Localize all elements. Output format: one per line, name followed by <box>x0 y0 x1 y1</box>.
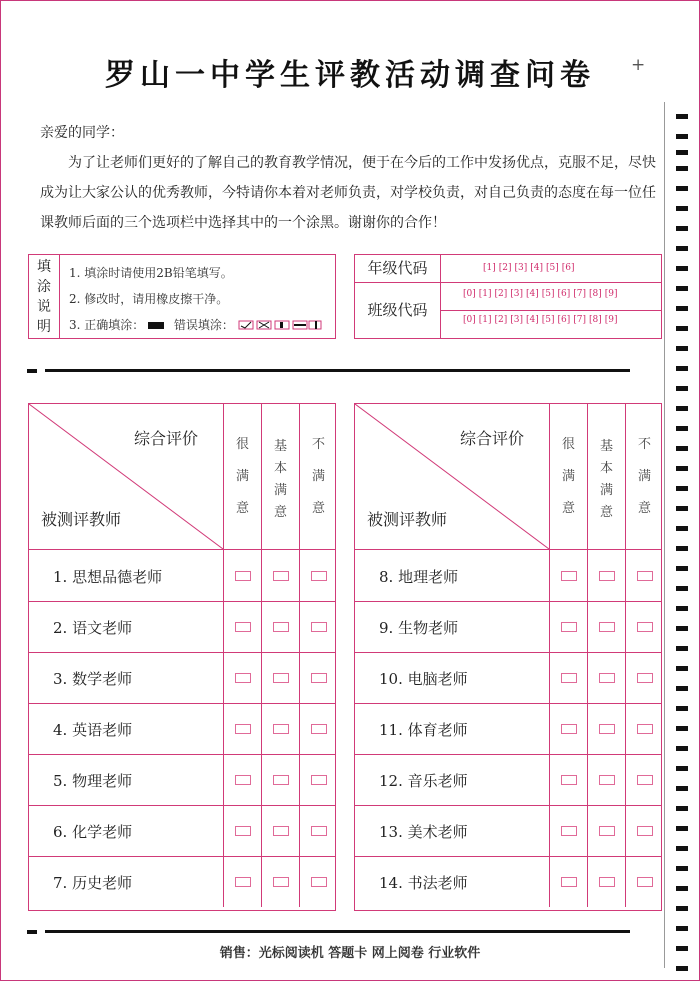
basically-satisfied-bubble[interactable] <box>599 877 615 887</box>
rating-cell <box>299 856 337 907</box>
col-dissatisfied-label: 不满意 <box>311 437 325 516</box>
timing-mark <box>676 466 688 471</box>
very-satisfied-bubble[interactable] <box>561 826 577 836</box>
basically-satisfied-bubble[interactable] <box>599 775 615 785</box>
timing-mark <box>676 246 688 251</box>
very-satisfied-bubble[interactable] <box>561 571 577 581</box>
rating-cell <box>549 805 587 856</box>
timing-mark <box>676 286 688 291</box>
rating-cell <box>261 703 299 754</box>
code-box <box>354 254 662 339</box>
dissatisfied-bubble[interactable] <box>637 775 653 785</box>
timing-mark <box>676 306 688 311</box>
very-satisfied-bubble[interactable] <box>235 622 251 632</box>
code-bubble[interactable]: [9] <box>604 315 618 325</box>
rating-cell <box>261 601 299 652</box>
very-satisfied-bubble[interactable] <box>235 877 251 887</box>
teacher-name: 11. 体育老师 <box>379 721 468 739</box>
timing-mark <box>676 906 688 911</box>
rating-cell <box>549 856 587 907</box>
timing-mark <box>27 369 37 373</box>
rating-cell <box>625 856 663 907</box>
table-row <box>355 652 661 704</box>
teacher-name: 12. 音乐老师 <box>379 772 468 790</box>
rating-cell <box>261 754 299 805</box>
rating-cell <box>223 805 261 856</box>
code-bubble[interactable]: [2] <box>494 315 508 325</box>
basically-satisfied-bubble[interactable] <box>273 826 289 836</box>
code-bubble[interactable]: [1] <box>483 263 496 273</box>
page-title: 罗山一中学生评教活动调查问卷 <box>105 58 595 93</box>
rating-header: 综合评价 <box>460 429 525 448</box>
very-satisfied-bubble[interactable] <box>235 826 251 836</box>
timing-mark <box>676 726 688 731</box>
very-satisfied-bubble[interactable] <box>561 724 577 734</box>
timing-mark <box>676 706 688 711</box>
timing-mark <box>676 366 688 371</box>
col-basically-satisfied-label: 基本满意 <box>599 439 613 520</box>
code-bubble[interactable]: [4] <box>526 315 539 325</box>
code-bubble[interactable]: [3] <box>514 263 528 273</box>
code-bubble[interactable]: [7] <box>573 315 586 325</box>
timing-mark <box>676 386 688 391</box>
timing-mark <box>676 150 688 155</box>
table-header <box>29 404 335 550</box>
rating-cell <box>299 703 337 754</box>
col-basically-satisfied <box>261 404 299 549</box>
teacher-name: 1. 思想品德老师 <box>53 568 163 586</box>
dissatisfied-bubble[interactable] <box>311 622 327 632</box>
basically-satisfied-bubble[interactable] <box>599 622 615 632</box>
code-bubble[interactable]: [4] <box>526 289 539 299</box>
rating-cell <box>587 805 625 856</box>
code-bubble[interactable]: [3] <box>510 315 523 325</box>
teacher-header: 被测评教师 <box>41 510 122 529</box>
timing-mark <box>676 926 688 931</box>
rating-cell <box>549 754 587 805</box>
rating-cell <box>625 652 663 703</box>
rating-cell <box>299 754 337 805</box>
dissatisfied-bubble[interactable] <box>311 877 327 887</box>
dissatisfied-bubble[interactable] <box>637 826 653 836</box>
rating-cell <box>261 652 299 703</box>
basically-satisfied-bubble[interactable] <box>599 724 615 734</box>
rating-cell <box>549 652 587 703</box>
teacher-name: 14. 书法老师 <box>379 874 468 892</box>
code-bubble[interactable]: [6] <box>557 315 571 325</box>
table-row <box>355 805 661 857</box>
dissatisfied-bubble[interactable] <box>637 877 653 887</box>
table-row <box>355 703 661 755</box>
rating-cell <box>223 601 261 652</box>
dissatisfied-bubble[interactable] <box>311 673 327 683</box>
intro-text <box>40 118 660 238</box>
timing-mark <box>676 586 688 591</box>
table-row <box>29 703 335 755</box>
timing-mark <box>676 446 688 451</box>
teacher-name: 4. 英语老师 <box>53 721 133 739</box>
grade-code-row <box>355 255 661 283</box>
fill-instructions-label-text: 填涂说明 <box>37 258 51 335</box>
code-bubble[interactable]: [0] <box>463 289 476 299</box>
code-bubble[interactable]: [2] <box>494 289 508 299</box>
dissatisfied-bubble[interactable] <box>311 571 327 581</box>
timing-mark <box>676 166 688 171</box>
timing-mark <box>27 930 37 934</box>
rating-cell <box>587 856 625 907</box>
timing-mark <box>676 186 688 191</box>
rating-cell <box>625 754 663 805</box>
timing-mark <box>676 326 688 331</box>
timing-mark <box>676 114 688 119</box>
timing-mark <box>676 426 688 431</box>
rating-cell <box>299 550 337 601</box>
very-satisfied-bubble[interactable] <box>235 724 251 734</box>
rating-cell <box>261 550 299 601</box>
col-very-satisfied <box>549 404 587 549</box>
code-bubble[interactable]: [7] <box>573 289 586 299</box>
fill-instructions-box <box>28 254 336 339</box>
code-bubble[interactable]: [8] <box>589 315 602 325</box>
basically-satisfied-bubble[interactable] <box>273 673 289 683</box>
instruction-2: 2. 修改时，请用橡皮擦干净。 <box>69 292 229 306</box>
teacher-name: 3. 数学老师 <box>53 670 133 688</box>
timing-mark <box>676 526 688 531</box>
code-bubble[interactable]: [0] <box>463 315 476 325</box>
timing-mark <box>676 566 688 571</box>
dissatisfied-bubble[interactable] <box>311 724 327 734</box>
rating-cell <box>299 601 337 652</box>
rating-cell <box>223 550 261 601</box>
timing-mark <box>676 226 688 231</box>
teacher-name: 2. 语文老师 <box>53 619 133 637</box>
very-satisfied-bubble[interactable] <box>235 775 251 785</box>
col-dissatisfied <box>299 404 337 549</box>
timing-mark <box>676 746 688 751</box>
timing-mark <box>676 506 688 511</box>
code-bubble[interactable]: [4] <box>530 263 543 273</box>
dissatisfied-bubble[interactable] <box>637 673 653 683</box>
code-bubble[interactable]: [3] <box>510 289 523 299</box>
rating-cell <box>261 805 299 856</box>
col-very-satisfied-label: 很满意 <box>235 437 249 516</box>
rating-cell <box>261 856 299 907</box>
table-row <box>29 550 335 602</box>
col-dissatisfied <box>625 404 663 549</box>
fill-instructions-lines <box>69 260 322 339</box>
teacher-header: 被测评教师 <box>367 510 448 529</box>
teacher-name: 13. 美术老师 <box>379 823 468 841</box>
basically-satisfied-bubble[interactable] <box>273 775 289 785</box>
teacher-name: 6. 化学老师 <box>53 823 133 841</box>
table-row <box>355 601 661 653</box>
teacher-name: 9. 生物老师 <box>379 619 459 637</box>
teacher-name: 10. 电脑老师 <box>379 670 468 688</box>
timing-mark <box>676 826 688 831</box>
timing-mark <box>676 486 688 491</box>
rating-cell <box>299 805 337 856</box>
rating-cell <box>549 601 587 652</box>
rating-cell <box>223 703 261 754</box>
code-bubble[interactable]: [6] <box>557 289 571 299</box>
teacher-table-left <box>28 403 336 911</box>
timing-mark <box>676 266 688 271</box>
scan-guide-line <box>664 102 665 968</box>
timing-mark <box>676 846 688 851</box>
code-bubble[interactable]: [8] <box>589 289 602 299</box>
table-row <box>29 805 335 857</box>
instruction-3 <box>69 312 322 339</box>
class-code-divider <box>441 310 661 311</box>
table-row <box>29 652 335 704</box>
basically-satisfied-bubble[interactable] <box>599 571 615 581</box>
crosshair-mark: + <box>631 55 646 75</box>
dissatisfied-bubble[interactable] <box>311 775 327 785</box>
col-basically-satisfied <box>587 404 625 549</box>
basically-satisfied-bubble[interactable] <box>273 877 289 887</box>
greeting: 亲爱的同学： <box>40 125 124 141</box>
timing-mark <box>676 406 688 411</box>
rating-cell <box>587 550 625 601</box>
rating-cell <box>223 652 261 703</box>
correct-fill-sample-icon <box>148 322 164 329</box>
rating-cell <box>587 601 625 652</box>
rating-cell <box>549 703 587 754</box>
basically-satisfied-bubble[interactable] <box>273 622 289 632</box>
timing-mark <box>676 686 688 691</box>
table-row <box>355 550 661 602</box>
table-row <box>29 601 335 653</box>
dissatisfied-bubble[interactable] <box>637 622 653 632</box>
rating-cell <box>223 856 261 907</box>
code-bubble[interactable]: [5] <box>541 289 555 299</box>
footer-text: 销售：光标阅读机 答题卡 网上阅卷 行业软件 <box>219 946 481 961</box>
timing-mark <box>676 966 688 971</box>
dissatisfied-bubble[interactable] <box>637 571 653 581</box>
code-bubble[interactable]: [1] <box>478 289 492 299</box>
code-bubble[interactable]: [6] <box>561 263 575 273</box>
divider-rule-top <box>45 369 630 372</box>
rating-cell <box>625 805 663 856</box>
timing-mark <box>676 886 688 891</box>
rating-cell <box>625 703 663 754</box>
timing-mark <box>676 346 688 351</box>
very-satisfied-bubble[interactable] <box>561 673 577 683</box>
timing-mark <box>676 606 688 611</box>
code-bubble[interactable]: [9] <box>604 289 618 299</box>
basically-satisfied-bubble[interactable] <box>273 571 289 581</box>
table-row <box>29 754 335 806</box>
table-row <box>355 754 661 806</box>
wrong-fill-label: 错误填涂： <box>173 318 234 332</box>
rating-cell <box>587 652 625 703</box>
wrong-fill-samples-icon <box>238 313 322 339</box>
rating-cell <box>625 550 663 601</box>
table-row <box>29 856 335 907</box>
class-code-label: 班级代码 <box>355 283 441 338</box>
correct-fill-label: 3. 正确填涂： <box>69 318 145 332</box>
very-satisfied-bubble[interactable] <box>561 775 577 785</box>
fill-instructions-label <box>29 255 60 338</box>
basically-satisfied-bubble[interactable] <box>599 673 615 683</box>
class-code-bubbles-tens <box>463 289 621 299</box>
instruction-1: 1. 填涂时请使用2B铅笔填写。 <box>69 266 233 280</box>
table-row <box>355 856 661 907</box>
code-bubble[interactable]: [2] <box>498 263 512 273</box>
rating-cell <box>625 601 663 652</box>
col-dissatisfied-label: 不满意 <box>637 437 651 516</box>
rating-cell <box>223 754 261 805</box>
very-satisfied-bubble[interactable] <box>235 571 251 581</box>
timing-mark <box>676 666 688 671</box>
timing-mark <box>676 806 688 811</box>
rating-cell <box>549 550 587 601</box>
timing-mark <box>676 866 688 871</box>
grade-code-label: 年级代码 <box>355 255 441 282</box>
timing-mark <box>676 626 688 631</box>
timing-mark <box>676 646 688 651</box>
col-basically-satisfied-label: 基本满意 <box>273 439 287 520</box>
timing-mark <box>676 786 688 791</box>
basically-satisfied-bubble[interactable] <box>273 724 289 734</box>
basically-satisfied-bubble[interactable] <box>599 826 615 836</box>
class-code-bubbles-units <box>463 315 621 325</box>
intro-body: 为了让老师们更好的了解自己的教育教学情况，便于在今后的工作中发扬优点，克服不足，尽快成为让大家公认的优秀教师，今特请你本着对老师负责，对学校负责，对自己负责的态度在每一位任课教师后面的三个选项栏中选择其中的一个涂黑。谢谢你的合作！ <box>40 155 656 231</box>
rating-header: 综合评价 <box>134 429 199 448</box>
table-header <box>355 404 661 550</box>
teacher-name: 8. 地理老师 <box>379 568 459 586</box>
divider-rule-bottom <box>45 930 630 933</box>
teacher-name: 7. 历史老师 <box>53 874 133 892</box>
teacher-name: 5. 物理老师 <box>53 772 133 790</box>
dissatisfied-bubble[interactable] <box>311 826 327 836</box>
code-bubble[interactable]: [5] <box>541 315 555 325</box>
very-satisfied-bubble[interactable] <box>561 622 577 632</box>
timing-mark <box>676 206 688 211</box>
timing-mark <box>676 946 688 951</box>
rating-cell <box>299 652 337 703</box>
timing-mark <box>676 766 688 771</box>
code-bubble[interactable]: [5] <box>546 263 559 273</box>
rating-cell <box>587 754 625 805</box>
rating-cell <box>587 703 625 754</box>
very-satisfied-bubble[interactable] <box>235 673 251 683</box>
timing-mark <box>676 134 688 139</box>
col-very-satisfied-label: 很满意 <box>561 437 575 516</box>
teacher-table-right <box>354 403 662 911</box>
code-bubble[interactable]: [1] <box>478 315 492 325</box>
very-satisfied-bubble[interactable] <box>561 877 577 887</box>
grade-code-bubbles <box>483 263 578 273</box>
dissatisfied-bubble[interactable] <box>637 724 653 734</box>
timing-mark <box>676 546 688 551</box>
col-very-satisfied <box>223 404 261 549</box>
